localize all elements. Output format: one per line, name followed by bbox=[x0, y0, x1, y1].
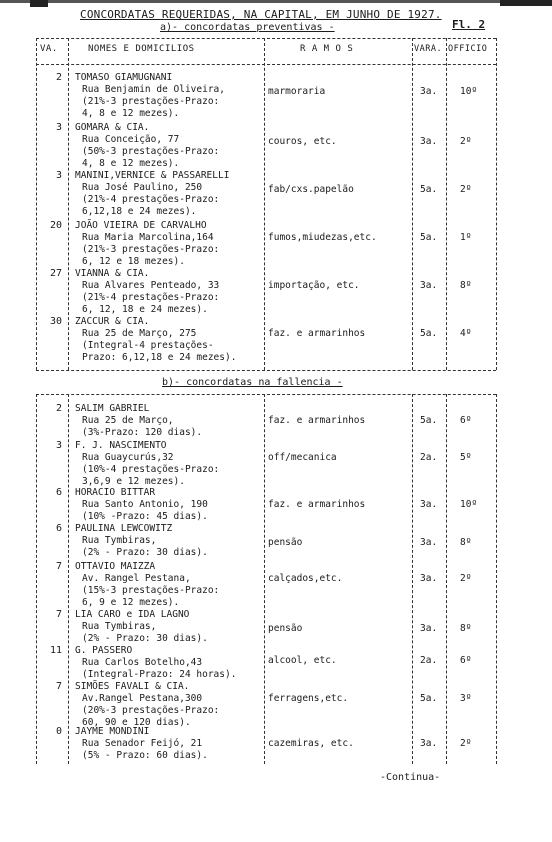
section-a-bottom-rule bbox=[36, 370, 496, 371]
entry-ramo: pensão bbox=[268, 623, 303, 634]
entry-officio: 1º bbox=[460, 232, 472, 243]
entry-terms: 4, 8 e 12 mezes). bbox=[82, 158, 180, 169]
entry-terms: 6, 12, 18 e 24 mezes). bbox=[82, 304, 208, 315]
entry-address: Rua Maria Marcolina,164 bbox=[82, 232, 214, 243]
entry-vara: 5a. bbox=[420, 328, 438, 339]
entry-day: 2 bbox=[55, 72, 62, 83]
scan-blot bbox=[0, 0, 552, 3]
entry-ramo: faz. e armarinhos bbox=[268, 328, 366, 339]
entry-address: Rua Guaycurús,32 bbox=[82, 452, 174, 463]
entry-day: 6 bbox=[55, 487, 62, 498]
entry-name: JAYME MONDINI bbox=[75, 726, 150, 737]
entry-day: 7 bbox=[55, 681, 62, 692]
entry-name: SIMÕES FAVALI & CIA. bbox=[75, 681, 190, 692]
entry-day: 11 bbox=[49, 645, 62, 656]
entry-address: Rua Carlos Botelho,43 bbox=[82, 657, 203, 668]
table-right-rule bbox=[496, 394, 497, 764]
entry-terms: (20%-3 prestações-Prazo: bbox=[82, 705, 220, 716]
entry-officio: 10º bbox=[460, 499, 478, 510]
folio-number: Fl. 2 bbox=[452, 18, 486, 31]
entry-name: HORACIO BITTAR bbox=[75, 487, 156, 498]
entry-officio: 10º bbox=[460, 86, 478, 97]
section-a-heading: a)- concordatas preventivas - bbox=[160, 22, 335, 33]
entry-terms: 6,12,18 e 24 mezes). bbox=[82, 206, 197, 217]
entry-officio: 2º bbox=[460, 738, 472, 749]
entry-day: 7 bbox=[55, 561, 62, 572]
entry-address: Rua José Paulino, 250 bbox=[82, 182, 203, 193]
entry-officio: 3º bbox=[460, 693, 472, 704]
scan-blot bbox=[30, 0, 48, 7]
entry-vara: 3a. bbox=[420, 86, 438, 97]
section-b-top-rule bbox=[36, 394, 496, 395]
entry-address: Rua Benjamin de Oliveira, bbox=[82, 84, 225, 95]
entry-terms: 6, 12 e 18 mezes). bbox=[82, 256, 185, 267]
entry-officio: 8º bbox=[460, 537, 472, 548]
entry-ramo: fab/cxs.papelão bbox=[268, 184, 354, 195]
entry-terms: (50%-3 prestações-Prazo: bbox=[82, 146, 220, 157]
ramos-column-rule bbox=[412, 38, 413, 370]
entry-terms: (5% - Prazo: 60 dias). bbox=[82, 750, 208, 761]
entry-name: GOMARA & CIA. bbox=[75, 122, 150, 133]
entry-address: Av. Rangel Pestana, bbox=[82, 573, 191, 584]
entry-terms: (3%-Prazo: 120 dias). bbox=[82, 427, 203, 438]
entry-officio: 2º bbox=[460, 184, 472, 195]
entry-vara: 2a. bbox=[420, 655, 438, 666]
document-title: CONCORDATAS REQUERIDAS, NA CAPITAL, EM JUNHO DE 1927. bbox=[80, 8, 442, 21]
entry-name: MANINI,VERNICE & PASSARELLI bbox=[75, 170, 230, 181]
entry-terms: (Integral-Prazo: 24 horas). bbox=[82, 669, 237, 680]
num-column-rule bbox=[68, 394, 69, 764]
entry-vara: 3a. bbox=[420, 573, 438, 584]
entry-address: Rua Tymbiras, bbox=[82, 621, 157, 632]
entry-ramo: faz. e armarinhos bbox=[268, 415, 366, 426]
entry-vara: 2a. bbox=[420, 452, 438, 463]
entry-terms: 3,6,9 e 12 mezes). bbox=[82, 476, 185, 487]
col-header-ramos: R A M O S bbox=[300, 44, 354, 54]
entry-address: Rua 25 de Março, bbox=[82, 415, 174, 426]
entry-terms: (21%-4 prestações-Prazo: bbox=[82, 292, 220, 303]
names-column-rule bbox=[264, 38, 265, 370]
continuation-note: -Continua- bbox=[380, 772, 441, 783]
header-bottom-rule bbox=[36, 64, 496, 65]
ramos-column-rule bbox=[412, 394, 413, 764]
names-column-rule bbox=[264, 394, 265, 764]
entry-day: 20 bbox=[49, 220, 62, 231]
entry-day: 3 bbox=[55, 122, 62, 133]
entry-vara: 3a. bbox=[420, 280, 438, 291]
table-right-rule bbox=[496, 38, 497, 370]
entry-terms: 60, 90 e 120 dias). bbox=[82, 717, 191, 728]
entry-ramo: cazemiras, etc. bbox=[268, 738, 354, 749]
entry-address: Av.Rangel Pestana,300 bbox=[82, 693, 203, 704]
entry-vara: 5a. bbox=[420, 184, 438, 195]
entry-ramo: fumos,miudezas,etc. bbox=[268, 232, 377, 243]
entry-terms: (15%-3 prestações-Prazo: bbox=[82, 585, 220, 596]
entry-terms: 4, 8 e 12 mezes). bbox=[82, 108, 180, 119]
entry-officio: 2º bbox=[460, 136, 472, 147]
entry-name: SALIM GABRIEL bbox=[75, 403, 150, 414]
entry-name: JOÃO VIEIRA DE CARVALHO bbox=[75, 220, 207, 231]
num-column-rule bbox=[68, 38, 69, 370]
entry-officio: 4º bbox=[460, 328, 472, 339]
entry-name: TOMASO GIAMUGNANI bbox=[75, 72, 173, 83]
entry-terms: (21%-4 prestações-Prazo: bbox=[82, 194, 220, 205]
entry-day: 27 bbox=[49, 268, 62, 279]
entry-ramo: couros, etc. bbox=[268, 136, 337, 147]
entry-vara: 5a. bbox=[420, 693, 438, 704]
table-left-rule bbox=[36, 394, 37, 764]
entry-officio: 6º bbox=[460, 415, 472, 426]
entry-ramo: faz. e armarinhos bbox=[268, 499, 366, 510]
entry-terms: 6, 9 e 12 mezes). bbox=[82, 597, 180, 608]
entry-vara: 3a. bbox=[420, 623, 438, 634]
entry-name: F. J. NASCIMENTO bbox=[75, 440, 167, 451]
entry-terms: (Integral-4 prestações- bbox=[82, 340, 214, 351]
entry-name: G. PASSERO bbox=[75, 645, 133, 656]
col-header-officio: OFFICIO bbox=[448, 44, 488, 54]
entry-address: Rua Alvares Penteado, 33 bbox=[82, 280, 220, 291]
entry-ramo: ferragens,etc. bbox=[268, 693, 349, 704]
col-header-names: NOMES E DOMICILIOS bbox=[88, 44, 195, 54]
entry-vara: 3a. bbox=[420, 499, 438, 510]
entry-address: Rua Conceição, 77 bbox=[82, 134, 180, 145]
entry-ramo: importação, etc. bbox=[268, 280, 360, 291]
entry-address: Rua Santo Antonio, 190 bbox=[82, 499, 208, 510]
col-header-vara: VARA. bbox=[414, 44, 443, 54]
entry-address: Rua 25 de Março, 275 bbox=[82, 328, 197, 339]
entry-officio: 8º bbox=[460, 280, 472, 291]
entry-officio: 6º bbox=[460, 655, 472, 666]
entry-vara: 5a. bbox=[420, 415, 438, 426]
col-header-num: VA. bbox=[40, 44, 58, 54]
entry-ramo: alcool, etc. bbox=[268, 655, 337, 666]
entry-address: Rua Tymbiras, bbox=[82, 535, 157, 546]
vara-column-rule bbox=[446, 394, 447, 764]
entry-ramo: pensão bbox=[268, 537, 303, 548]
entry-terms: (21%-3 prestações-Prazo: bbox=[82, 244, 220, 255]
entry-ramo: off/mecanica bbox=[268, 452, 337, 463]
entry-name: VIANNA & CIA. bbox=[75, 268, 150, 279]
entry-name: PAULINA LEWCOWITZ bbox=[75, 523, 173, 534]
entry-day: 30 bbox=[49, 316, 62, 327]
entry-day: 2 bbox=[55, 403, 62, 414]
table-left-rule bbox=[36, 38, 37, 370]
vara-column-rule bbox=[446, 38, 447, 370]
entry-day: 3 bbox=[55, 440, 62, 451]
table-top-rule bbox=[36, 38, 496, 39]
entry-vara: 3a. bbox=[420, 537, 438, 548]
entry-officio: 5º bbox=[460, 452, 472, 463]
entry-ramo: calçados,etc. bbox=[268, 573, 343, 584]
section-b-heading: b)- concordatas na fallencia - bbox=[162, 377, 343, 388]
entry-name: OTTAVIO MAIZZA bbox=[75, 561, 156, 572]
entry-day: 0 bbox=[55, 726, 62, 737]
entry-terms: (2% - Prazo: 30 dias). bbox=[82, 547, 208, 558]
entry-day: 6 bbox=[55, 523, 62, 534]
entry-officio: 8º bbox=[460, 623, 472, 634]
entry-terms: (10%-4 prestações-Prazo: bbox=[82, 464, 220, 475]
entry-terms: (10% -Prazo: 45 dias). bbox=[82, 511, 208, 522]
entry-terms: (2% - Prazo: 30 dias). bbox=[82, 633, 208, 644]
entry-address: Rua Senador Feijó, 21 bbox=[82, 738, 203, 749]
entry-day: 3 bbox=[55, 170, 62, 181]
entry-vara: 3a. bbox=[420, 738, 438, 749]
entry-ramo: marmoraria bbox=[268, 86, 326, 97]
entry-vara: 5a. bbox=[420, 232, 438, 243]
entry-officio: 2º bbox=[460, 573, 472, 584]
entry-vara: 3a. bbox=[420, 136, 438, 147]
entry-name: ZACCUR & CIA. bbox=[75, 316, 150, 327]
entry-terms: (21%-3 prestações-Prazo: bbox=[82, 96, 220, 107]
entry-name: LIA CARO e IDA LAGNO bbox=[75, 609, 190, 620]
scan-blot bbox=[500, 0, 552, 6]
entry-terms: Prazo: 6,12,18 e 24 mezes). bbox=[82, 352, 237, 363]
entry-day: 7 bbox=[55, 609, 62, 620]
